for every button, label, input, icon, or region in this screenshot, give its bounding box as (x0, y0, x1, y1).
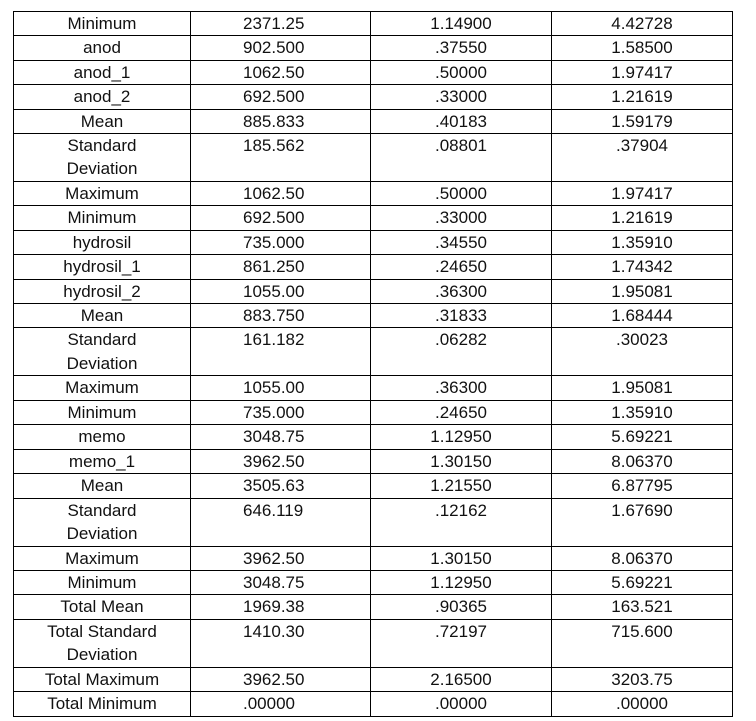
value-cell-col3: 5.69221 (552, 425, 733, 449)
value-cell-col2: 1.21550 (371, 474, 552, 498)
value-cell-col2: .24650 (371, 400, 552, 424)
value-cell-col2: .34550 (371, 230, 552, 254)
value-cell-col3: 715.600 (552, 619, 733, 667)
row-label-cell: memo_1 (14, 449, 191, 473)
row-label-cell: Minimum (14, 400, 191, 424)
value-cell-col2: .31833 (371, 304, 552, 328)
table-row (14, 134, 733, 182)
value-cell-col3: .37904 (552, 134, 733, 182)
value-cell-col2: .50000 (371, 60, 552, 84)
value-cell-col1: 735.000 (191, 400, 371, 424)
statistics-table-body (14, 12, 733, 717)
row-label-cell: Maximum (14, 182, 191, 206)
value-cell-col1: 3505.63 (191, 474, 371, 498)
value-cell-col1: 861.250 (191, 255, 371, 279)
row-label-cell: hydrosil_1 (14, 255, 191, 279)
value-cell-col1: 692.500 (191, 85, 371, 109)
table-row (14, 36, 733, 60)
value-cell-col1: 1062.50 (191, 182, 371, 206)
value-cell-col2: .33000 (371, 85, 552, 109)
value-cell-col3: 8.06370 (552, 546, 733, 570)
value-cell-col1: 1062.50 (191, 60, 371, 84)
value-cell-col3: 1.95081 (552, 279, 733, 303)
value-cell-col1: 1055.00 (191, 376, 371, 400)
value-cell-col1: 885.833 (191, 109, 371, 133)
value-cell-col2: 1.30150 (371, 546, 552, 570)
value-cell-col2: 1.30150 (371, 449, 552, 473)
value-cell-col2: 1.14900 (371, 12, 552, 36)
table-row (14, 667, 733, 691)
table-row (14, 255, 733, 279)
value-cell-col3: 1.59179 (552, 109, 733, 133)
table-row (14, 60, 733, 84)
value-cell-col3: 1.95081 (552, 376, 733, 400)
row-label-cell: Total Mean (14, 595, 191, 619)
row-label-cell: Standard Deviation (14, 328, 191, 376)
table-row (14, 279, 733, 303)
value-cell-col2: .36300 (371, 279, 552, 303)
table-row (14, 692, 733, 716)
table-row (14, 619, 733, 667)
value-cell-col3: 1.35910 (552, 230, 733, 254)
value-cell-col1: 692.500 (191, 206, 371, 230)
value-cell-col2: .37550 (371, 36, 552, 60)
statistics-table (13, 11, 733, 717)
table-row (14, 425, 733, 449)
row-label-cell: hydrosil (14, 230, 191, 254)
value-cell-col1: 161.182 (191, 328, 371, 376)
value-cell-col1: .00000 (191, 692, 371, 716)
table-row (14, 400, 733, 424)
statistics-table-container (13, 11, 733, 717)
table-row (14, 376, 733, 400)
value-cell-col2: .06282 (371, 328, 552, 376)
value-cell-col2: .12162 (371, 498, 552, 546)
row-label-cell: Total Standard Deviation (14, 619, 191, 667)
row-label-cell: anod_1 (14, 60, 191, 84)
row-label-cell: hydrosil_2 (14, 279, 191, 303)
row-label-cell: Minimum (14, 570, 191, 594)
row-label-cell: Mean (14, 304, 191, 328)
table-row (14, 595, 733, 619)
value-cell-col1: 1410.30 (191, 619, 371, 667)
row-label-cell: Total Maximum (14, 667, 191, 691)
row-label-cell: Minimum (14, 12, 191, 36)
value-cell-col3: 8.06370 (552, 449, 733, 473)
value-cell-col1: 2371.25 (191, 12, 371, 36)
table-row (14, 230, 733, 254)
table-row (14, 498, 733, 546)
value-cell-col3: 163.521 (552, 595, 733, 619)
value-cell-col2: .72197 (371, 619, 552, 667)
row-label-cell: Maximum (14, 546, 191, 570)
table-row (14, 12, 733, 36)
table-row (14, 328, 733, 376)
row-label-cell: anod_2 (14, 85, 191, 109)
table-row (14, 85, 733, 109)
value-cell-col3: .00000 (552, 692, 733, 716)
value-cell-col2: .00000 (371, 692, 552, 716)
value-cell-col3: 3203.75 (552, 667, 733, 691)
value-cell-col1: 3962.50 (191, 449, 371, 473)
row-label-cell: Maximum (14, 376, 191, 400)
value-cell-col2: 1.12950 (371, 425, 552, 449)
value-cell-col1: 3048.75 (191, 570, 371, 594)
row-label-cell: memo (14, 425, 191, 449)
table-row (14, 182, 733, 206)
value-cell-col3: 1.21619 (552, 85, 733, 109)
value-cell-col3: 1.68444 (552, 304, 733, 328)
row-label-cell: Total Minimum (14, 692, 191, 716)
value-cell-col3: 1.97417 (552, 60, 733, 84)
table-row (14, 449, 733, 473)
value-cell-col1: 1969.38 (191, 595, 371, 619)
row-label-cell: Minimum (14, 206, 191, 230)
value-cell-col1: 3962.50 (191, 667, 371, 691)
row-label-cell: Mean (14, 474, 191, 498)
row-label-cell: Standard Deviation (14, 498, 191, 546)
table-row (14, 304, 733, 328)
value-cell-col2: 2.16500 (371, 667, 552, 691)
value-cell-col2: .08801 (371, 134, 552, 182)
row-label-cell: Standard Deviation (14, 134, 191, 182)
value-cell-col2: .24650 (371, 255, 552, 279)
table-row (14, 570, 733, 594)
table-row (14, 546, 733, 570)
value-cell-col2: .90365 (371, 595, 552, 619)
value-cell-col3: 4.42728 (552, 12, 733, 36)
value-cell-col3: 6.87795 (552, 474, 733, 498)
value-cell-col2: .50000 (371, 182, 552, 206)
value-cell-col1: 902.500 (191, 36, 371, 60)
value-cell-col1: 735.000 (191, 230, 371, 254)
value-cell-col1: 646.119 (191, 498, 371, 546)
row-label-cell: anod (14, 36, 191, 60)
value-cell-col3: 1.74342 (552, 255, 733, 279)
value-cell-col1: 3962.50 (191, 546, 371, 570)
row-label-cell: Mean (14, 109, 191, 133)
value-cell-col3: 1.67690 (552, 498, 733, 546)
value-cell-col1: 1055.00 (191, 279, 371, 303)
value-cell-col1: 883.750 (191, 304, 371, 328)
value-cell-col3: 1.97417 (552, 182, 733, 206)
value-cell-col1: 3048.75 (191, 425, 371, 449)
value-cell-col3: 1.21619 (552, 206, 733, 230)
value-cell-col3: 1.58500 (552, 36, 733, 60)
table-row (14, 206, 733, 230)
value-cell-col3: 1.35910 (552, 400, 733, 424)
value-cell-col3: 5.69221 (552, 570, 733, 594)
value-cell-col1: 185.562 (191, 134, 371, 182)
table-row (14, 109, 733, 133)
value-cell-col3: .30023 (552, 328, 733, 376)
value-cell-col2: .36300 (371, 376, 552, 400)
value-cell-col2: 1.12950 (371, 570, 552, 594)
table-row (14, 474, 733, 498)
value-cell-col2: .40183 (371, 109, 552, 133)
value-cell-col2: .33000 (371, 206, 552, 230)
